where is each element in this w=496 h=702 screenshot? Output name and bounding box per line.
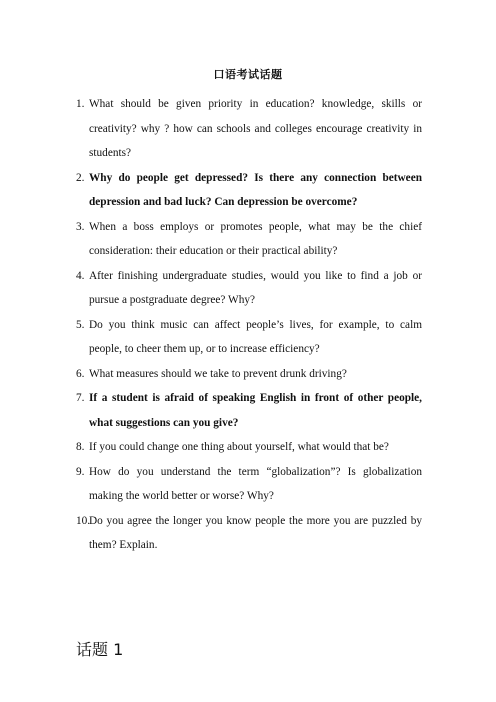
question-text: What should be given priority in education? knowledge, skills or creativity? why ? how can schools and colleges encourage creativity in students? xyxy=(89,98,422,159)
question-item-8 xyxy=(76,435,422,460)
question-item-2 xyxy=(76,166,422,215)
question-item-4 xyxy=(76,264,422,313)
question-item-3 xyxy=(76,215,422,264)
question-number: 2. xyxy=(76,171,85,184)
question-text: When a boss employs or promotes people, what may be the chief consideration: their education or their practical ability? xyxy=(89,220,422,257)
question-number: 1. xyxy=(76,98,85,110)
document-title: 口语考试话题 xyxy=(213,68,283,81)
question-item-5 xyxy=(76,313,422,362)
question-number: 5. xyxy=(76,318,85,331)
question-text: After finishing undergraduate studies, would you like to find a job or pursue a postgraduate degree? Why? xyxy=(89,269,422,306)
question-number: 4. xyxy=(76,269,85,282)
question-text: If a student is afraid of speaking English in front of other people, what suggestions can you give? xyxy=(89,392,422,429)
question-text: Do you think music can affect people’s lives, for example, to calm people, to cheer them up, or to increase efficiency? xyxy=(89,318,422,355)
question-number: 8. xyxy=(76,441,85,453)
question-item-6 xyxy=(76,362,422,387)
question-text: If you could change one thing about yourself, what would that be? xyxy=(89,441,389,453)
question-item-1 xyxy=(76,92,422,166)
question-item-7 xyxy=(76,386,422,435)
question-item-10 xyxy=(76,509,422,558)
question-text: What measures should we take to prevent drunk driving? xyxy=(89,367,347,380)
question-item-9 xyxy=(76,460,422,509)
question-number: 6. xyxy=(76,367,85,380)
question-number: 3. xyxy=(76,220,85,233)
question-text: Why do people get depressed? Is there any connection between depression and bad luck? Can depression be overcome? xyxy=(89,171,422,208)
question-number: 7. xyxy=(76,392,85,404)
question-number: 9. xyxy=(76,465,85,478)
section-heading: 话题 1 xyxy=(76,640,124,659)
question-text: How do you understand the term “globalization”? Is globalization making the world better or worse? Why? xyxy=(89,465,422,502)
question-number: 10. xyxy=(76,514,91,527)
question-text: Do you agree the longer you know people the more you are puzzled by them? Explain. xyxy=(89,514,422,551)
question-list xyxy=(76,92,422,558)
